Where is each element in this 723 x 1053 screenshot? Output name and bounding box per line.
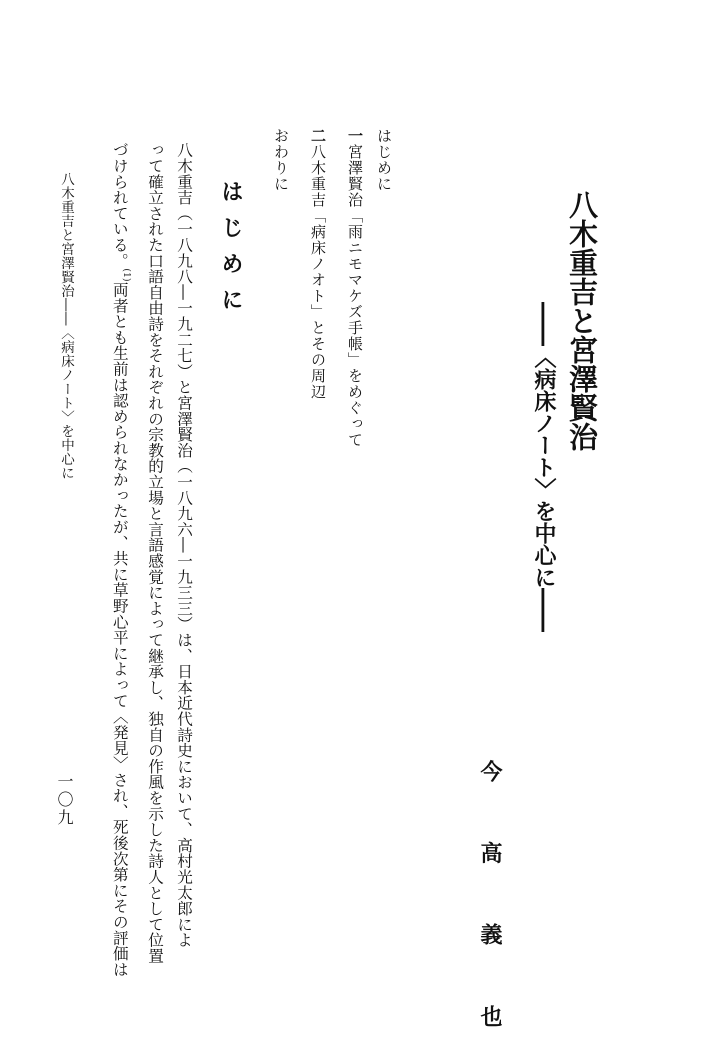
article-title: 八木重吉と宮澤賢治 [565, 190, 599, 451]
toc-item[interactable] [332, 128, 369, 488]
body-line-text: 両者とも生前は認められなかったが、共に草野心平によって〈発見〉され、死後次第にその評価は [110, 281, 129, 977]
page-number: 一〇九 [55, 773, 74, 827]
toc-item-number: 一 [346, 128, 364, 144]
toc-item-label: おわりに [272, 128, 290, 192]
running-head: 八木重吉と宮澤賢治――〈病床ノート〉を中心に [58, 172, 74, 480]
section-heading: はじめに [218, 180, 243, 324]
toc-item[interactable] [295, 128, 332, 488]
body-text [100, 142, 198, 977]
toc-item[interactable] [369, 128, 398, 488]
article-subtitle: ――〈病床ノート〉を中心に―― [531, 302, 556, 632]
author-name: 今 高 義 也 [477, 760, 502, 1053]
body-line: 八木重吉（一八九八―一九二七）と宮澤賢治（一八九六―一九三三）は、日本近代詩史において、高村光太郎によ [175, 142, 193, 948]
body-line [105, 142, 140, 977]
toc-item-label: 宮澤賢治「雨ニモマケズ手帳」をめぐって [346, 144, 364, 448]
table-of-contents [272, 128, 398, 488]
footnote-ref[interactable]: (1) [121, 268, 131, 282]
toc-item-label: 八木重吉「病床ノオト」とその周辺 [309, 144, 327, 400]
toc-item-label: はじめに [375, 128, 393, 192]
toc-item-number: 二 [309, 128, 327, 144]
body-line: って確立された口語自由詩をそれぞれの宗教的立場と言語感覚によって継承し、独自の作風を示した詩人として位置 [146, 142, 164, 964]
toc-item[interactable] [266, 128, 295, 488]
body-line-text: づけられている。 [110, 142, 129, 269]
